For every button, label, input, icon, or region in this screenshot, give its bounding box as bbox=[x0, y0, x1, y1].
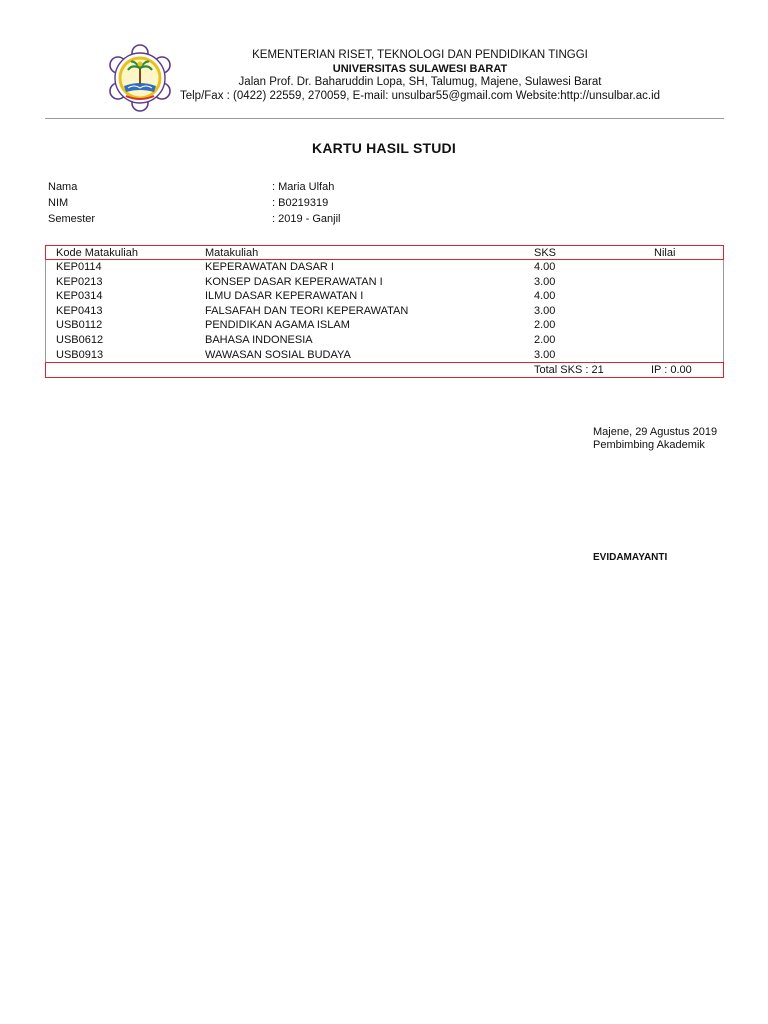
course-code: KEP0314 bbox=[56, 290, 103, 303]
nim-value: : B0219319 bbox=[272, 197, 329, 209]
table-row bbox=[46, 318, 723, 333]
place-date: Majene, 29 Agustus 2019 bbox=[593, 426, 718, 438]
university-name: UNIVERSITAS SULAWESI BARAT bbox=[332, 62, 508, 75]
course-name: FALSAFAH DAN TEORI KEPERAWATAN bbox=[205, 304, 409, 317]
page-title: KARTU HASIL STUDI bbox=[312, 140, 456, 156]
course-name: BAHASA INDONESIA bbox=[205, 333, 313, 346]
table-row bbox=[46, 304, 723, 319]
letterhead-text bbox=[170, 49, 670, 103]
table-row bbox=[46, 275, 723, 290]
course-name: KEPERAWATAN DASAR I bbox=[205, 261, 334, 273]
table-header bbox=[45, 245, 724, 260]
course-code: USB0112 bbox=[56, 319, 103, 332]
header-kode: Kode Matakuliah bbox=[56, 247, 138, 259]
header-nilai: Nilai bbox=[654, 247, 676, 259]
semester-label: Semester bbox=[48, 213, 96, 225]
header-matakuliah: Matakuliah bbox=[205, 247, 259, 259]
course-sks: 2.00 bbox=[534, 333, 556, 346]
table-footer bbox=[45, 362, 724, 378]
nama-label: Nama bbox=[48, 181, 78, 193]
table-row bbox=[46, 333, 723, 348]
total-sks: Total SKS : 21 bbox=[534, 364, 604, 377]
table-row bbox=[46, 260, 723, 275]
table-row bbox=[46, 348, 723, 363]
course-sks: 3.00 bbox=[534, 348, 556, 361]
course-sks: 3.00 bbox=[534, 275, 556, 288]
nama-value: : Maria Ulfah bbox=[272, 181, 335, 193]
course-code: KEP0114 bbox=[56, 261, 102, 273]
signer-name: EVIDAMAYANTI bbox=[593, 552, 668, 563]
signer-role: Pembimbing Akademik bbox=[593, 439, 705, 451]
table-row bbox=[46, 289, 723, 304]
course-code: USB0612 bbox=[56, 333, 104, 346]
course-name: PENDIDIKAN AGAMA ISLAM bbox=[205, 319, 350, 332]
course-name: KONSEP DASAR KEPERAWATAN I bbox=[205, 275, 383, 288]
course-sks: 4.00 bbox=[534, 261, 556, 273]
course-code: USB0913 bbox=[56, 348, 104, 361]
course-code: KEP0213 bbox=[56, 275, 103, 288]
contact-info: Telp/Fax : (0422) 22559, 270059, E-mail: unsulbar55@gmail.com Website:http://unsulbar.ac.id bbox=[179, 89, 661, 102]
header-divider bbox=[45, 118, 724, 119]
course-code: KEP0413 bbox=[56, 304, 103, 317]
semester-value: : 2019 - Ganjil bbox=[272, 213, 341, 225]
address: Jalan Prof. Dr. Baharuddin Lopa, SH, Talumug, Majene, Sulawesi Barat bbox=[238, 76, 602, 88]
grades-table bbox=[45, 245, 724, 378]
ministry-name: KEMENTERIAN RISET, TEKNOLOGI DAN PENDIDIKAN TINGGI bbox=[252, 49, 588, 61]
course-sks: 3.00 bbox=[534, 304, 556, 317]
ip-value: IP : 0.00 bbox=[651, 364, 692, 377]
course-name: WAWASAN SOSIAL BUDAYA bbox=[205, 348, 351, 361]
university-logo-icon bbox=[104, 42, 176, 114]
nim-label: NIM bbox=[48, 197, 69, 209]
table-body bbox=[45, 260, 724, 362]
letterhead bbox=[0, 0, 768, 118]
course-sks: 4.00 bbox=[534, 290, 556, 303]
course-name: ILMU DASAR KEPERAWATAN I bbox=[205, 290, 364, 303]
header-sks: SKS bbox=[534, 247, 557, 259]
course-sks: 2.00 bbox=[534, 319, 556, 332]
signature-block bbox=[593, 426, 717, 452]
